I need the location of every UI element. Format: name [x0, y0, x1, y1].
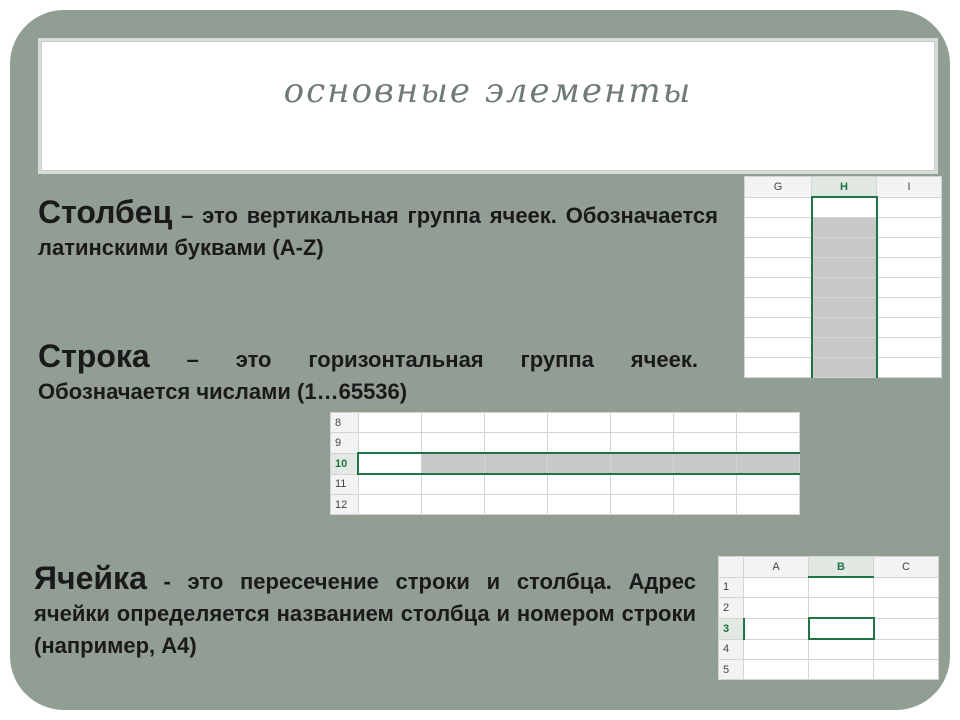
grid-cell[interactable]: [485, 474, 548, 495]
selected-cell[interactable]: [809, 618, 874, 639]
table-row: [745, 338, 942, 358]
grid-cell[interactable]: [422, 433, 485, 454]
column-text: – это вертикальная группа ячеек. Обозначается латинскими буквами (A-Z): [38, 203, 718, 260]
cell-term: Ячейка: [34, 560, 147, 596]
grid-cell[interactable]: [737, 433, 800, 454]
grid-cell[interactable]: [812, 358, 877, 378]
grid-cell[interactable]: [674, 453, 737, 474]
grid-cell[interactable]: [877, 318, 942, 338]
grid-cell[interactable]: [485, 433, 548, 454]
grid-cell[interactable]: [745, 218, 812, 238]
row-header[interactable]: 8: [331, 413, 359, 433]
grid-cell[interactable]: [877, 298, 942, 318]
table-row: [719, 577, 939, 598]
grid-cell[interactable]: [745, 278, 812, 298]
grid-cell[interactable]: [674, 474, 737, 495]
grid-cell[interactable]: [874, 660, 939, 680]
title-box: [38, 38, 938, 174]
grid-cell[interactable]: [737, 413, 800, 433]
grid-cell[interactable]: [422, 474, 485, 495]
grid-cell[interactable]: [812, 258, 877, 278]
grid-cell[interactable]: [877, 218, 942, 238]
grid-cell[interactable]: [745, 338, 812, 358]
grid-cell[interactable]: [812, 197, 877, 218]
grid-cell[interactable]: [877, 258, 942, 278]
table-row: [745, 278, 942, 298]
table-row: [745, 358, 942, 378]
grid-cell[interactable]: [422, 453, 485, 474]
column-header-h[interactable]: H: [812, 177, 877, 198]
grid-cell[interactable]: [485, 413, 548, 433]
grid-cell[interactable]: [809, 598, 874, 619]
row-header[interactable]: 2: [719, 598, 744, 619]
grid-cell[interactable]: [874, 598, 939, 619]
row-header[interactable]: 12: [331, 495, 359, 515]
grid-cell[interactable]: [611, 474, 674, 495]
slide-background: [10, 10, 950, 710]
row-text: – это горизонтальная группа ячеек. Обозначается числами (1…65536): [38, 347, 698, 404]
grid-cell[interactable]: [422, 413, 485, 433]
grid-cell[interactable]: [358, 474, 422, 495]
grid-cell[interactable]: [358, 413, 422, 433]
table-row: [745, 197, 942, 218]
row-header[interactable]: 10: [331, 453, 359, 474]
grid-cell[interactable]: [745, 238, 812, 258]
grid-cell[interactable]: [874, 577, 939, 598]
grid-cell[interactable]: [809, 660, 874, 680]
grid-cell[interactable]: [877, 338, 942, 358]
grid-cell[interactable]: [745, 298, 812, 318]
grid-cell[interactable]: [744, 618, 809, 639]
grid-cell[interactable]: [812, 218, 877, 238]
table-row: [745, 318, 942, 338]
grid-cell[interactable]: [358, 453, 422, 474]
table-row: [745, 218, 942, 238]
column-header-a[interactable]: A: [744, 557, 809, 578]
grid-cell[interactable]: [877, 358, 942, 378]
row-header[interactable]: 11: [331, 474, 359, 495]
grid-cell[interactable]: [745, 258, 812, 278]
column-example-sheet: [744, 176, 942, 378]
column-term: Столбец: [38, 194, 173, 230]
grid-cell[interactable]: [674, 433, 737, 454]
column-header-c[interactable]: C: [874, 557, 939, 578]
row-grid: [330, 412, 800, 515]
grid-cell[interactable]: [548, 495, 611, 515]
slide-title: основные элементы: [283, 71, 693, 111]
column-header-g[interactable]: G: [745, 177, 812, 198]
table-row: [745, 258, 942, 278]
grid-cell[interactable]: [485, 453, 548, 474]
grid-cell[interactable]: [744, 598, 809, 619]
grid-cell[interactable]: [548, 413, 611, 433]
cell-example-sheet: [718, 556, 939, 680]
grid-cell[interactable]: [744, 577, 809, 598]
row-term: Строка: [38, 338, 150, 374]
corner-cell[interactable]: [719, 557, 744, 578]
cell-definition: [34, 562, 696, 662]
row-header[interactable]: 1: [719, 577, 744, 598]
row-example-sheet: [330, 412, 800, 515]
grid-cell[interactable]: [744, 639, 809, 660]
grid-cell[interactable]: [874, 639, 939, 660]
grid-cell[interactable]: [877, 278, 942, 298]
grid-cell[interactable]: [745, 197, 812, 218]
grid-cell[interactable]: [812, 318, 877, 338]
grid-cell[interactable]: [548, 474, 611, 495]
row-header[interactable]: 4: [719, 639, 744, 660]
column-definition: [38, 196, 718, 264]
row-header[interactable]: 3: [719, 618, 744, 639]
table-row: [331, 453, 800, 474]
grid-cell[interactable]: [744, 660, 809, 680]
row-header[interactable]: 5: [719, 660, 744, 680]
grid-cell[interactable]: [812, 238, 877, 258]
table-row: [331, 413, 800, 433]
grid-cell[interactable]: [611, 453, 674, 474]
table-row: [745, 298, 942, 318]
column-header-b[interactable]: B: [809, 557, 874, 578]
grid-cell[interactable]: [422, 495, 485, 515]
table-row: [719, 598, 939, 619]
row-header[interactable]: 9: [331, 433, 359, 454]
grid-cell[interactable]: [877, 238, 942, 258]
grid-cell[interactable]: [745, 358, 812, 378]
grid-cell[interactable]: [812, 298, 877, 318]
table-row: [719, 639, 939, 660]
grid-cell[interactable]: [611, 413, 674, 433]
row-definition: [38, 340, 698, 408]
grid-cell[interactable]: [548, 433, 611, 454]
grid-cell[interactable]: [358, 433, 422, 454]
grid-cell[interactable]: [674, 413, 737, 433]
grid-cell[interactable]: [611, 495, 674, 515]
table-row: [331, 474, 800, 495]
grid-cell[interactable]: [674, 495, 737, 515]
grid-cell[interactable]: [737, 474, 800, 495]
cell-grid: [718, 556, 939, 680]
grid-cell[interactable]: [874, 618, 939, 639]
table-row: [331, 433, 800, 454]
grid-cell[interactable]: [548, 453, 611, 474]
table-row: [745, 238, 942, 258]
grid-cell[interactable]: [737, 453, 800, 474]
grid-cell[interactable]: [809, 577, 874, 598]
grid-cell[interactable]: [358, 495, 422, 515]
grid-cell[interactable]: [611, 433, 674, 454]
table-row: [719, 618, 939, 639]
table-row: [331, 495, 800, 515]
table-row: [719, 660, 939, 680]
cell-text: - это пересечение строки и столбца. Адрес ячейки определяется названием столбца и номером строки (например, А4): [34, 569, 696, 658]
column-grid: [744, 176, 942, 378]
grid-cell[interactable]: [737, 495, 800, 515]
grid-cell[interactable]: [809, 639, 874, 660]
column-header-i[interactable]: I: [877, 177, 942, 198]
grid-cell[interactable]: [745, 318, 812, 338]
grid-cell[interactable]: [812, 338, 877, 358]
grid-cell[interactable]: [877, 197, 942, 218]
grid-cell[interactable]: [485, 495, 548, 515]
grid-cell[interactable]: [812, 278, 877, 298]
